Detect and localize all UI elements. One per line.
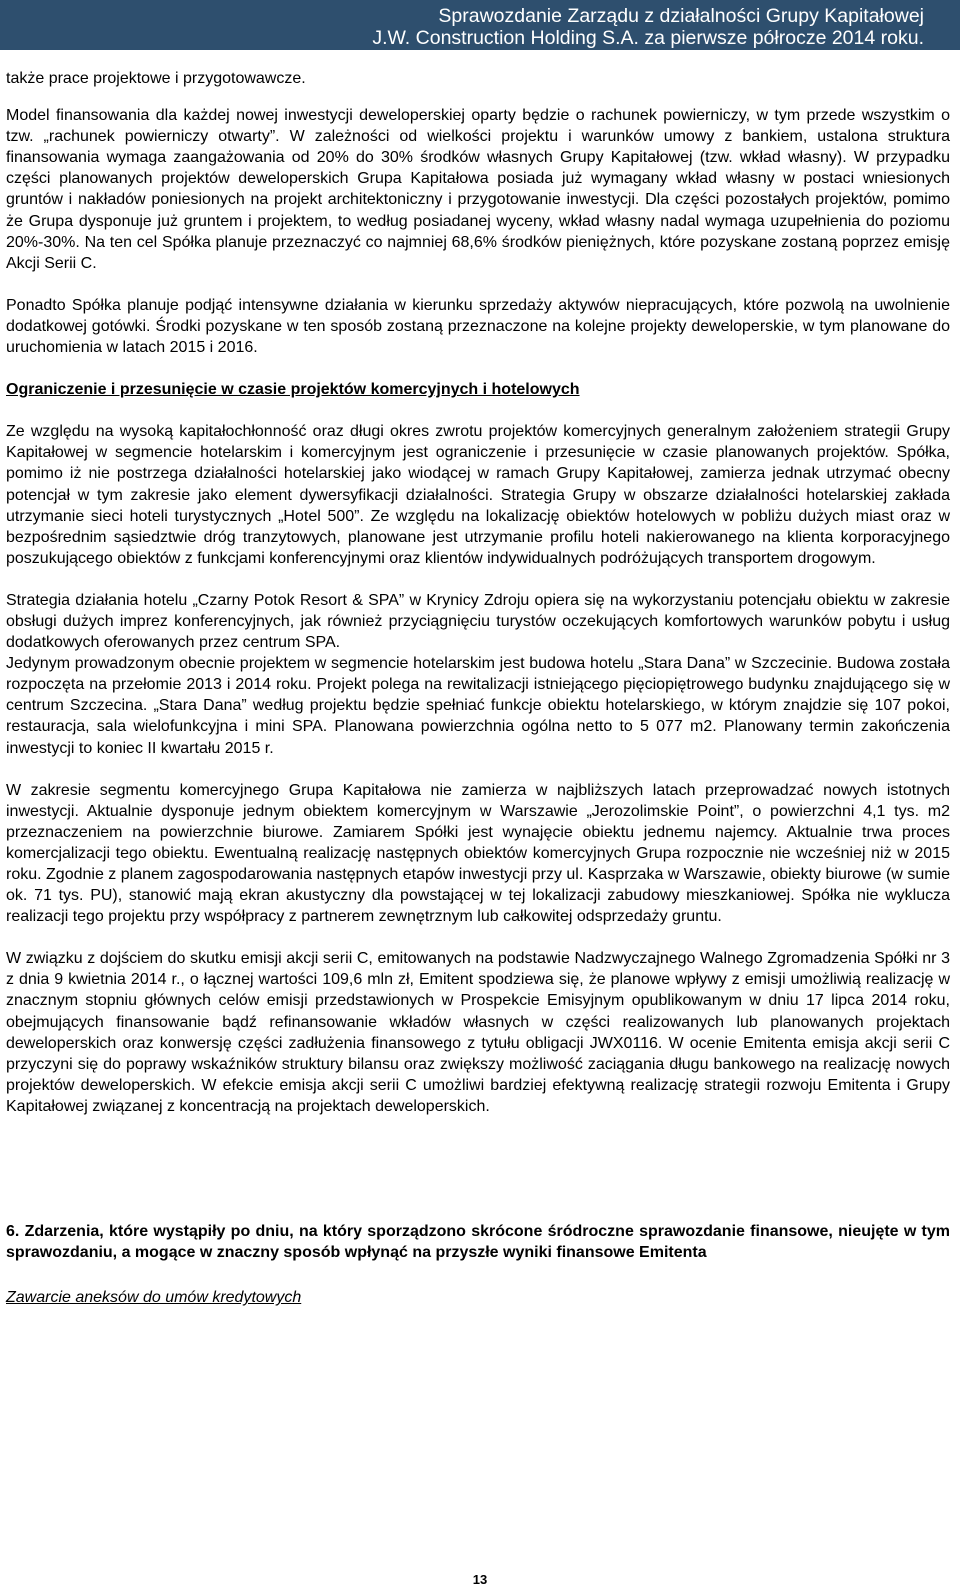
paragraph-stara-dana: Jedynym prowadzonym obecnie projektem w segmencie hotelarskim jest budowa hotelu „Stara Dana” w Szczecinie. Budowa została rozpoczęta na przełomie 2013 i 2014 roku. Projekt polega na rewitalizacji istniejącego pięciopiętrowego budynku znajdującego się w centrum Szczecina. „Stara Dana” według projektu będzie spełniać funkcje obiektu hotelarskiego, w którym znajdzie się 107 pokoi, restauracja, sala wielofunkcyjna i mini SPA. Planowana powierzchnia ogólna netto to 5 077 m2. Planowany termin zakończenia inwestycji to koniec II kwartału 2015 r. bbox=[6, 655, 950, 757]
page-number: 13 bbox=[472, 1572, 488, 1587]
intro-fragment: także prace projektowe i przygotowawcze. bbox=[6, 70, 306, 87]
document-header bbox=[0, 0, 960, 50]
paragraph-asset-sales: Ponadto Spółka planuje podjąć intensywne działania w kierunku sprzedaży aktywów niepracujących, które pozwolą na uwolnienie dodatkowej gotówki. Środki pozyskane w ten sposób zostaną przeznaczone na kolejne projekty deweloperskie, w tym planowane do uruchomienia w latach 2015 i 2016. bbox=[6, 296, 950, 357]
paragraph-financing-model: Model finansowania dla każdej nowej inwestycji deweloperskiej oparty będzie o rachunek powierniczy, w tym przede wszystkim o tzw. „rachunek powierniczy otwarty”. W zależności od wielkości projektu i warunków umowy z bankiem, ustalona struktura finansowania wymaga zaangażowania od 20% do 30% środków własnych Grupy Kapitałowej (tzw. wkład własny). W przypadku części planowanych projektów deweloperskich Grupa Kapitałowa posiada już wymagany wkład własny w postaci wniesionych gruntów i nakładów poniesionych na projekt architektoniczny i przygotowanie inwestycji. Dla części pozostałych projektów, pomimo że Grupa dysponuje już gruntem i projektem, to według posiadanej wyceny, wkład własny nadal wymaga uzupełnienia do poziomu 20%-30%. Na ten cel Spółka planuje przeznaczyć co najmniej 68,6% środków pieniężnych, które pozyskane zostaną poprzez emisję Akcji Serii C. bbox=[6, 107, 950, 272]
paragraph-commercial-segment: W zakresie segmentu komercyjnego Grupa Kapitałowa nie zamierza w najbliższych latach przeprowadzać nowych istotnych inwestycji. Aktualnie dysponuje jednym obiektem komercyjnym w Warszawie „Jerozolimskie Point”, o powierzchni 4,1 tys. m2 przeznaczeniem na powierzchnie biurowe. Zamiarem Spółki jest wynajęcie obiektu jednemu najemcy. Aktualnie trwa proces komercjalizacji tego obiektu. Ewentualną realizację następnych obiektów komercyjnych Grupa rozpocznie nie wcześniej niż w 2015 roku. Zgodnie z planem zagospodarowania następnych etapów inwestycji przy ul. Kasprzaka w Warszawie, obiekty biurowe (w sumie ok. 71 tys. PU), stanowić mają ekran akustyczny dla powstającej w tej lokalizacji zabudowy mieszkaniowej. Spółka nie wyklucza realizacji tego projektu przy współpracy z partnerem zewnętrznym lub całkowitej odsprzedaży gruntu. bbox=[6, 781, 950, 926]
header-report-title: Sprawozdanie Zarządu z działalności Grupy Kapitałowej bbox=[438, 5, 924, 27]
paragraph-czarny-potok: Strategia działania hotelu „Czarny Potok Resort & SPA” w Krynicy Zdroju opiera się na wykorzystaniu potencjału obiektu w zakresie obsługi dużych imprez konferencyjnych, jak również przyciągnięciu turystów oczekujących komfortowych warunków pobytu i usług dodatkowych oferowanych przez centrum SPA. bbox=[6, 591, 950, 652]
section-title-commercial-hotel: Ograniczenie i przesunięcie w czasie projektów komercyjnych i hotelowych bbox=[6, 381, 580, 399]
document-body bbox=[6, 68, 950, 1329]
subheading-credit-annexes: Zawarcie aneksów do umów kredytowych bbox=[6, 1289, 302, 1307]
section-6-heading: 6. Zdarzenia, które wystąpiły po dniu, na który sporządzono skrócone śródroczne sprawozdanie finansowe, nieujęte w tym sprawozdaniu, a mogące w znaczny sposób wpłynąć na przyszłe wyniki finansowe Emitenta bbox=[6, 1223, 950, 1262]
paragraph-share-issue: W związku z dojściem do skutku emisji akcji serii C, emitowanych na podstawie Nadzwyczajnego Walnego Zgromadzenia Spółki nr 3 z dnia 9 kwietnia 2014 r., o łącznej wartości 109,6 mln zł, Emitent spodziewa się, że planowe wpływy z emisji umożliwią realizację w znacznym stopniu głównych celów emisji przedstawionych w Prospekcie Emisyjnym opublikowanym w dniu 17 lipca 2014 roku, obejmujących finansowanie bądź refinansowanie wkładów własnych w części realizowanych lub planowanych projektach deweloperskich oraz konwersję części zadłużenia finansowego z tytułu obligacji JWX0116. W ocenie Emitenta emisja akcji serii C przyczyni się do poprawy wskaźników struktury bilansu oraz zwiększy możliwość zaciągania długu bankowego na realizację nowych projektów deweloperskich. W efekcie emisja akcji serii C umożliwi bardziej efektywną realizację strategii rozwoju Emitenta i Grupy Kapitałowej związanej z koncentracją na projektach deweloperskich. bbox=[6, 950, 950, 1115]
header-company-period: J.W. Construction Holding S.A. za pierwsze półrocze 2014 roku. bbox=[372, 27, 924, 49]
paragraph-hotel-strategy: Ze względu na wysoką kapitałochłonność oraz długi okres zwrotu projektów komercyjnych generalnym założeniem strategii Grupy Kapitałowej w segmencie hotelarskim i komercyjnym jest ograniczenie i przesunięcie w czasie planowanych projektów. Spółka, pomimo iż nie postrzega działalności hotelarskiej jako wiodącej w ramach Grupy Kapitałowej, zamierza jednak utrzymać obecny potencjał w tym zakresie jako element dywersyfikacji działalności. Strategia Grupy w obszarze działalności hotelarskiej zakłada utrzymanie sieci hoteli turystycznych „Hotel 500”. Ze względu na lokalizację obiektów hotelowych w pobliżu dużych miast oraz w bezpośrednim sąsiedztwie dróg tranzytowych, planowane jest utrzymanie profilu hoteli nakierowanego na klienta korporacyjnego poszukującego obiektów z funkcjami konferencyjnymi oraz klientów indywidualnych podróżujących transportem drogowym. bbox=[6, 423, 950, 567]
